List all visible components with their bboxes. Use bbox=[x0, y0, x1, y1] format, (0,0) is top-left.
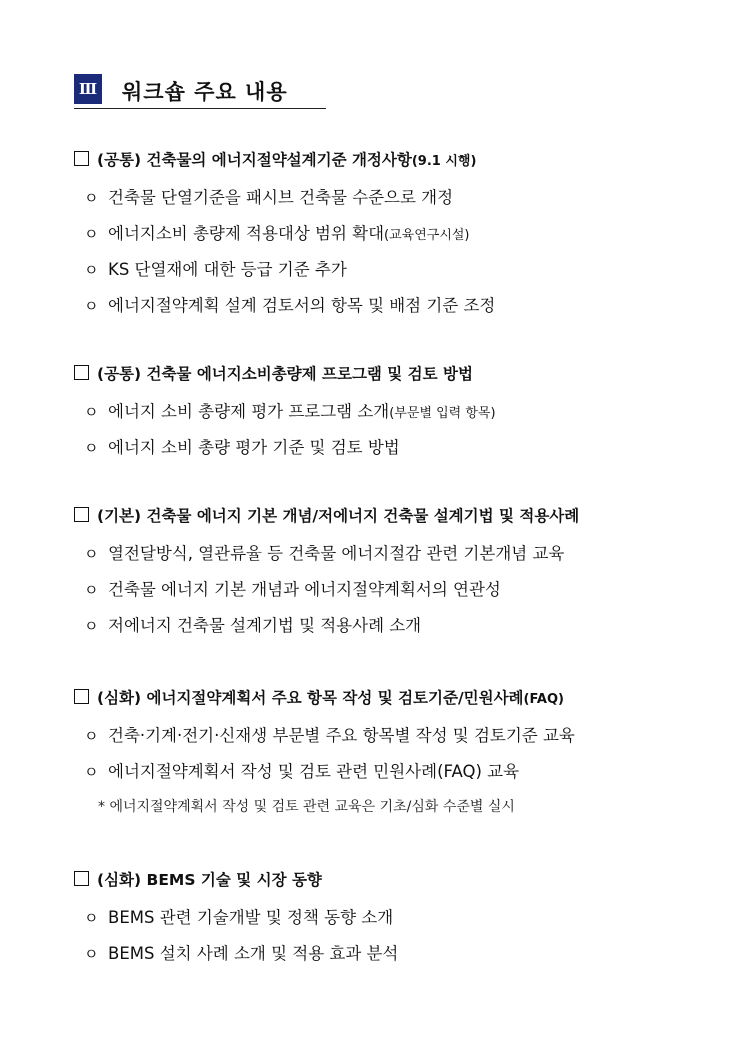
bullet-icon: ㅇ bbox=[84, 261, 99, 279]
list-item bbox=[74, 906, 714, 942]
item-text: 에너지 소비 총량 평가 기준 및 검토 방법 bbox=[108, 438, 400, 457]
bullet-icon: ㅇ bbox=[84, 909, 99, 927]
list-item bbox=[74, 578, 714, 614]
item-list bbox=[74, 906, 714, 978]
bullet-icon: ㅇ bbox=[84, 727, 99, 745]
section-building-standard-revision bbox=[74, 148, 714, 330]
item-text: 건축물 에너지 기본 개념과 에너지절약계획서의 연관성 bbox=[108, 580, 501, 599]
list-item bbox=[74, 258, 714, 294]
section-title-text: (공통) 건축물의 에너지절약설계기준 개정사항 bbox=[97, 151, 412, 169]
section-title bbox=[74, 504, 714, 528]
checkbox-icon bbox=[74, 689, 89, 704]
section-title bbox=[74, 686, 714, 710]
list-item bbox=[74, 186, 714, 222]
list-item bbox=[74, 942, 714, 978]
bullet-icon: ㅇ bbox=[84, 297, 99, 315]
bullet-icon: ㅇ bbox=[84, 581, 99, 599]
item-text: BEMS 설치 사례 소개 및 적용 효과 분석 bbox=[108, 944, 399, 963]
bullet-icon: ㅇ bbox=[84, 189, 99, 207]
section-title bbox=[74, 362, 714, 386]
item-text: 저에너지 건축물 설계기법 및 적용사례 소개 bbox=[108, 616, 422, 635]
item-text: 건축물 단열기준을 패시브 건축물 수준으로 개정 bbox=[108, 188, 454, 207]
page-title: 워크숍 주요 내용 bbox=[122, 80, 288, 104]
bullet-icon: ㅇ bbox=[84, 545, 99, 563]
section-bems-trends bbox=[74, 868, 714, 978]
section-title-suffix: (FAQ) bbox=[523, 692, 564, 707]
item-suffix: (부문별 입력 항목) bbox=[389, 406, 496, 421]
section-title-text: (심화) 에너지절약계획서 주요 항목 작성 및 검토기준/민원사례 bbox=[97, 689, 524, 707]
checkbox-icon bbox=[74, 871, 89, 886]
section-title-text: (공통) 건축물 에너지소비총량제 프로그램 및 검토 방법 bbox=[97, 365, 473, 383]
list-item bbox=[74, 294, 714, 330]
list-item bbox=[74, 542, 714, 578]
section-title bbox=[74, 148, 714, 172]
bullet-icon: ㅇ bbox=[84, 225, 99, 243]
list-item bbox=[74, 400, 714, 436]
item-text: 에너지절약계획서 작성 및 검토 관련 민원사례(FAQ) 교육 bbox=[108, 762, 520, 781]
item-text: 에너지소비 총량제 적용대상 범위 확대 bbox=[108, 224, 385, 243]
bullet-icon: ㅇ bbox=[84, 945, 99, 963]
item-text: 건축·기계·전기·신재생 부문별 주요 항목별 작성 및 검토기준 교육 bbox=[108, 726, 575, 745]
item-suffix: (교육연구시설) bbox=[384, 228, 470, 243]
item-list bbox=[74, 400, 714, 472]
section-advanced-plan-review bbox=[74, 686, 714, 826]
bullet-icon: ㅇ bbox=[84, 439, 99, 457]
checkbox-icon bbox=[74, 507, 89, 522]
list-item bbox=[74, 436, 714, 472]
item-text: 에너지절약계획 설계 검토서의 항목 및 배점 기준 조정 bbox=[108, 296, 496, 315]
section-title-text: (기본) 건축물 에너지 기본 개념/저에너지 건축물 설계기법 및 적용사례 bbox=[97, 507, 580, 525]
checkbox-icon bbox=[74, 365, 89, 380]
item-text: KS 단열재에 대한 등급 기준 추가 bbox=[108, 260, 347, 279]
item-text: BEMS 관련 기술개발 및 정책 동향 소개 bbox=[108, 908, 394, 927]
item-text: 열전달방식, 열관류율 등 건축물 에너지절감 관련 기본개념 교육 bbox=[108, 544, 565, 563]
section-title bbox=[74, 868, 714, 892]
roman-numeral-badge: Ⅲ bbox=[74, 74, 102, 104]
item-list bbox=[74, 542, 714, 650]
checkbox-icon bbox=[74, 151, 89, 166]
item-list bbox=[74, 186, 714, 330]
bullet-icon: ㅇ bbox=[84, 617, 99, 635]
section-title-text: (심화) BEMS 기술 및 시장 동향 bbox=[97, 871, 322, 889]
bullet-icon: ㅇ bbox=[84, 763, 99, 781]
item-list bbox=[74, 724, 714, 826]
list-item bbox=[74, 614, 714, 650]
item-text: 에너지 소비 총량제 평가 프로그램 소개 bbox=[108, 402, 390, 421]
list-item bbox=[74, 724, 714, 760]
section-energy-total-program bbox=[74, 362, 714, 472]
footnote: * 에너지절약계획서 작성 및 검토 관련 교육은 기초/심화 수준별 실시 bbox=[98, 799, 515, 815]
list-item bbox=[74, 760, 714, 796]
section-title-suffix: (9.1 시행) bbox=[411, 154, 477, 169]
section-basic-energy-concepts bbox=[74, 504, 714, 650]
bullet-icon: ㅇ bbox=[84, 403, 99, 421]
section-header bbox=[74, 72, 326, 109]
list-item bbox=[74, 222, 714, 258]
